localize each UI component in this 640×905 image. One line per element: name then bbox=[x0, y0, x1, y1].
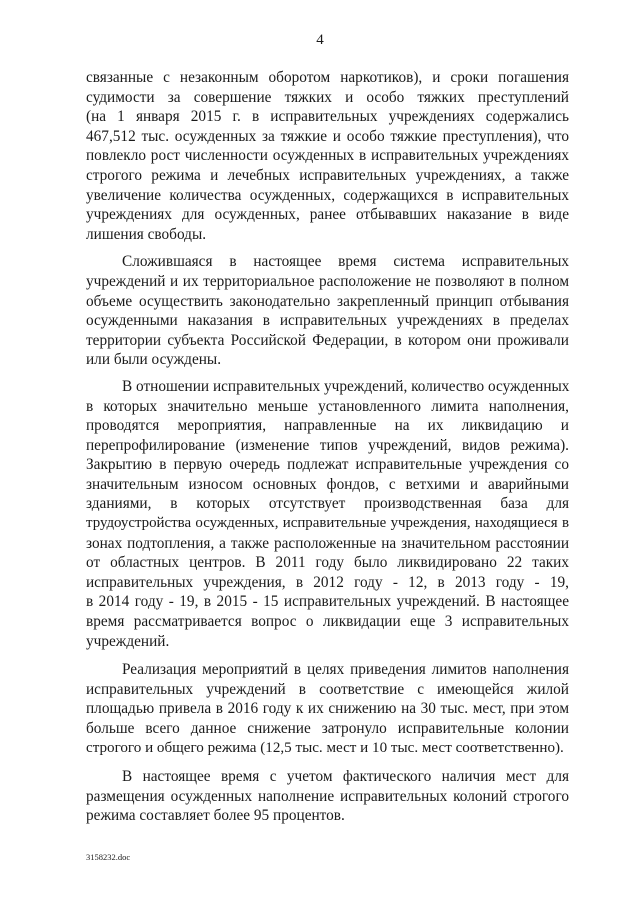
document-body bbox=[86, 68, 569, 826]
text-line: площадью привела в 2016 году к их снижению на 30 тыс. мест, при этом bbox=[86, 700, 569, 718]
text-line: Закрытию в первую очередь подлежат исправительные учреждения со bbox=[86, 456, 569, 474]
text-line: от областных центров. В 2011 году было ликвидировано 22 таких bbox=[86, 554, 569, 572]
text-line: 467,512 тыс. осужденных за тяжкие и особо тяжкие преступления), что bbox=[86, 127, 569, 145]
paragraph-2 bbox=[86, 252, 569, 370]
text-line: В настоящее время с учетом фактического наличия мест для bbox=[122, 768, 569, 786]
text-line: перепрофилирование (изменение типов учреждений, видов режима). bbox=[86, 436, 569, 454]
page-number: 4 bbox=[316, 32, 324, 48]
paragraph-4 bbox=[86, 660, 569, 758]
text-line: повлекло рост численности осужденных в исправительных учреждениях bbox=[86, 147, 569, 165]
file-name-footer: 3158232.doc bbox=[86, 852, 131, 862]
text-line: осужденными наказания в исправительных учреждениях в пределах bbox=[86, 312, 569, 330]
text-line: Сложившаяся в настоящее время система исправительных bbox=[122, 253, 569, 271]
text-line: судимости за совершение тяжких и особо тяжких преступлений bbox=[86, 88, 569, 106]
text-line: режима составляет более 95 процентов. bbox=[86, 807, 345, 825]
text-line: учреждений и их территориальное расположение не позволяют в полном bbox=[86, 272, 569, 290]
text-line: трудоустройства осужденных, исправительные учреждения, находящиеся в bbox=[86, 515, 569, 532]
text-line: зданиями, в которых отсутствует производственная база для bbox=[86, 495, 569, 513]
text-line: учреждений. bbox=[86, 632, 170, 650]
text-line: территории субъекта Российской Федерации, в котором они проживали bbox=[86, 331, 569, 349]
text-line: исправительных учреждений в соответствие с имеющейся жилой bbox=[86, 680, 569, 698]
text-line: строгого режима и лечебных исправительных учреждениях, а также bbox=[86, 166, 569, 184]
text-line: или были осуждены. bbox=[86, 351, 222, 369]
text-line: в которых значительно меньше установленного лимита наполнения, bbox=[86, 397, 569, 415]
paragraph-5 bbox=[86, 767, 569, 826]
text-line: в 2014 году - 19, в 2015 - 15 исправительных учреждений. В настоящее bbox=[86, 593, 569, 611]
text-line: (на 1 января 2015 г. в исправительных учреждениях содержались bbox=[86, 108, 569, 126]
text-line: Реализация мероприятий в целях приведения лимитов наполнения bbox=[122, 661, 569, 679]
text-line: В отношении исправительных учреждений, количество осужденных bbox=[122, 377, 570, 395]
text-line: лишения свободы. bbox=[86, 225, 207, 243]
text-line: учреждениях для осужденных, ранее отбывавших наказание в виде bbox=[86, 206, 569, 224]
text-line: зонах подтопления, а также расположенные на значительном расстоянии bbox=[86, 534, 569, 552]
text-line: увеличение количества осужденных, содержащихся в исправительных bbox=[86, 186, 569, 204]
text-line: проводятся мероприятия, направленные на их ликвидацию и bbox=[86, 417, 569, 435]
text-line: строгого и общего режима (12,5 тыс. мест и 10 тыс. мест соответственно). bbox=[86, 739, 564, 756]
text-line: больше всего данное снижение затронуло исправительные колонии bbox=[86, 720, 569, 737]
text-line: время рассматривается вопрос о ликвидации еще 3 исправительных bbox=[86, 613, 569, 631]
text-line: размещения осужденных наполнение исправительных колоний строгого bbox=[86, 787, 569, 805]
text-line: исправительных учреждения, в 2012 году - 12, в 2013 году - 19, bbox=[86, 573, 569, 591]
paragraph-1 bbox=[86, 68, 569, 244]
text-line: связанные с незаконным оборотом наркотиков), и сроки погашения bbox=[86, 69, 569, 86]
paragraph-3 bbox=[86, 377, 569, 651]
text-line: значительным износом основных фондов, с ветхими и аварийными bbox=[86, 475, 569, 493]
text-line: объеме осуществить законодательно закрепленный принцип отбывания bbox=[86, 292, 569, 310]
